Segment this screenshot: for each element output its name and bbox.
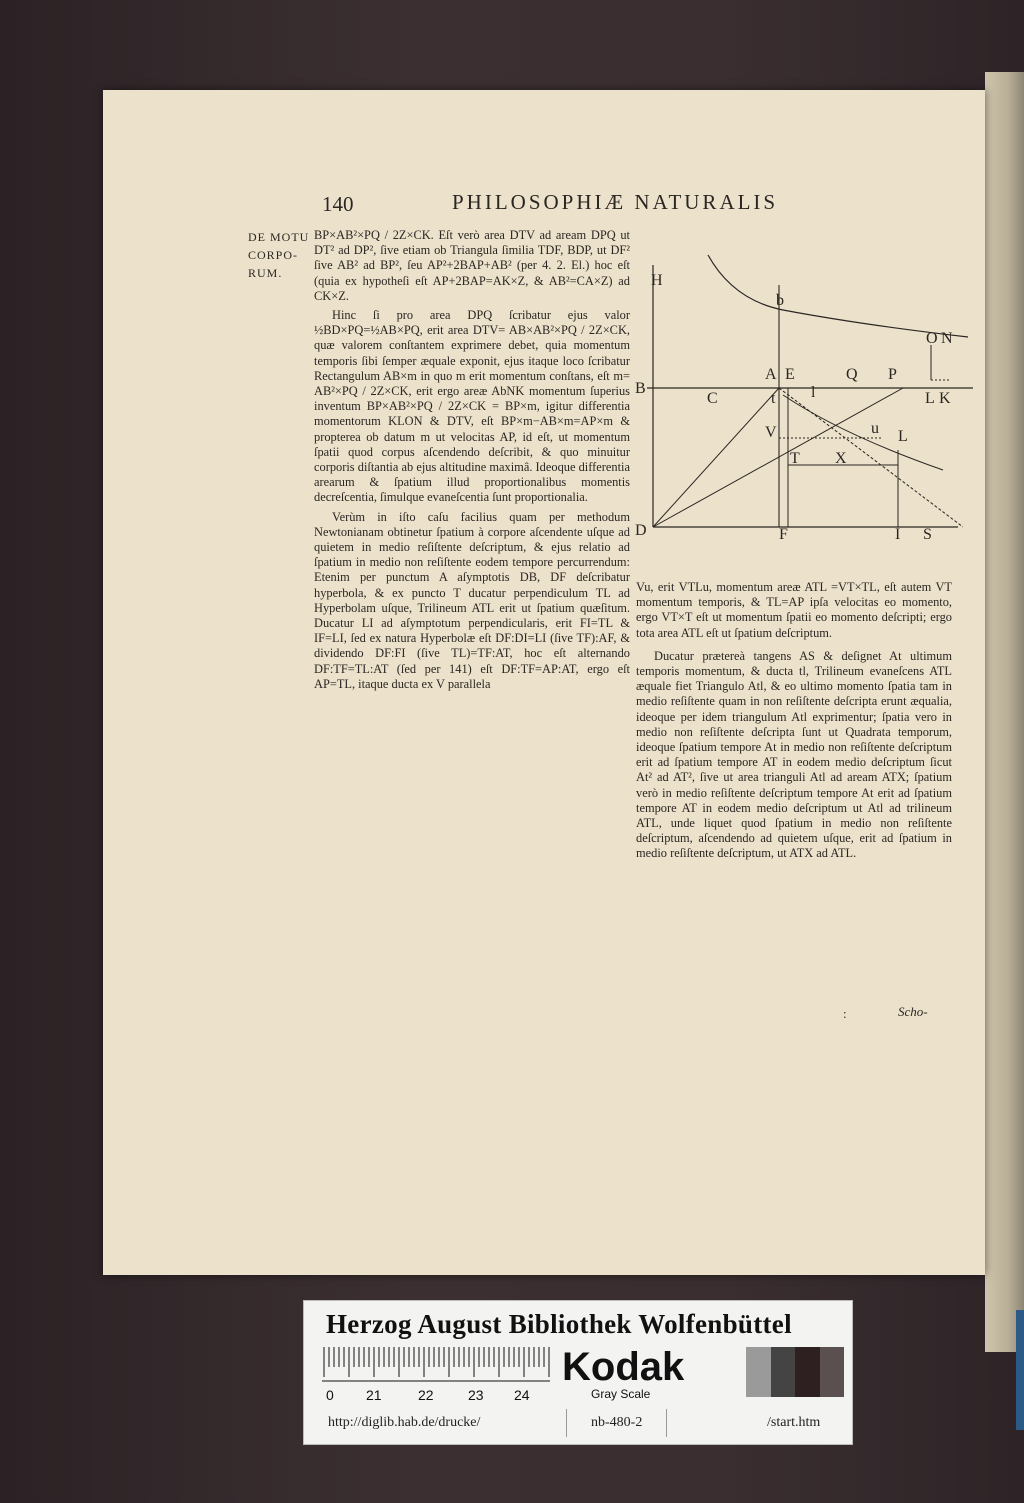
ruler-number: 0 xyxy=(326,1387,334,1403)
divider xyxy=(666,1409,667,1437)
scan-label-card xyxy=(303,1300,853,1445)
margin-note: DE MOTU CORPO- RUM. xyxy=(248,230,310,280)
fig-label: F xyxy=(779,526,788,543)
left-column xyxy=(314,228,630,692)
ruler-number: 21 xyxy=(366,1387,382,1403)
fig-label: K xyxy=(939,390,951,407)
right-column xyxy=(636,580,952,862)
ruler-number: 22 xyxy=(418,1387,434,1403)
fig-label: V xyxy=(765,424,777,441)
running-title: PHILOSOPHIÆ NATURALIS xyxy=(452,190,779,214)
fig-label: E xyxy=(785,366,795,383)
gray-scale-label: Gray Scale xyxy=(591,1387,651,1401)
fig-label: S xyxy=(923,526,932,543)
fig-label: P xyxy=(888,366,897,383)
fig-label: C xyxy=(707,390,718,407)
fig-label: l xyxy=(811,384,816,401)
gray-patch xyxy=(820,1347,845,1397)
gray-patch xyxy=(746,1347,771,1397)
paragraph: Vu, erit VTLu, momentum areæ ATL =VT×TL, eſt autem VT momentum temporis, & TL=AP ipſa velocitas eo momento, ergo VT×T eſt ut momentum ſpatii eo momento deſcripti; ergo tota area ATL eſt ut ſpatium deſcriptum. xyxy=(636,580,952,640)
fig-label: I xyxy=(895,526,901,543)
fig-label: B xyxy=(635,380,646,397)
url-base: http://diglib.hab.de/drucke/ xyxy=(328,1415,481,1430)
gray-scale-patches xyxy=(746,1347,844,1397)
fig-label: X xyxy=(835,450,847,467)
url-end: /start.htm xyxy=(767,1415,821,1430)
ruler-number: 24 xyxy=(514,1387,530,1403)
fig-label: A xyxy=(765,366,777,383)
library-name: Herzog August Bibliothek Wolfenbüttel xyxy=(326,1309,792,1339)
fig-label: T xyxy=(790,450,800,467)
fig-label: N xyxy=(941,330,953,347)
margin-mark: : xyxy=(843,1006,847,1021)
gray-patch xyxy=(795,1347,820,1397)
fig-label: u xyxy=(871,420,879,437)
geometric-figure xyxy=(633,245,978,545)
kodak-logo: Kodak xyxy=(562,1345,685,1389)
divider xyxy=(566,1409,567,1437)
url-id: nb-480-2 xyxy=(591,1415,643,1430)
color-target-edge xyxy=(1016,1310,1024,1430)
paragraph: BP×AB²×PQ / 2Z×CK. Eſt verò area DTV ad aream DPQ ut DT² ad DP², ſive etiam ob Triangula ſimilia TDF, BDP, ut DF² ſive AB² ad BP², ſeu AP²+2BAP+AB² (per 4. 2. El.) hoc eſt (quia ex hypotheſi eſt AP+2BAP=AK×Z, & AB²=CA×Z) ad CK×Z. xyxy=(314,228,630,303)
fig-label: Q xyxy=(846,366,858,383)
scale-ruler xyxy=(322,1347,550,1383)
fig-label: L xyxy=(925,390,935,407)
adjacent-page-edge xyxy=(985,72,1024,1352)
fig-label: t xyxy=(771,390,776,407)
ruler-number: 23 xyxy=(468,1387,484,1403)
paragraph: Verùm in iſto caſu facilius quam per methodum Newtonianam obtinetur ſpatium à corpore aſcendente uſque ad quietem in medio reſiſtente deſcriptum, & ejus relatio ad ſpatium in medio non reſiſtente eodem tempore percurrendum: Etenim per punctum A aſymptotis DB, DF deſcribatur hyperbola, & ex puncto T ducatur perpendiculum TL ad Hyperbolam uſque, Trilineum ATL erit ut ſpatium quæſitum. Ducatur LI ad aſymptotum perpendicularis, erit FI=TL & IF=LI, ſed ex natura Hyperbolæ eſt DF:DI=LI (ſive TF):AF, & dividendo DF:FI (ſive TL)=TF:AT, hoc eſt alternando DF:TF=TL:AT (ſed per 141) eſt DF:TF=AP:AT, ergo eſt AP=TL, itaque ducta ex V parallela xyxy=(314,509,630,691)
catchword: Scho- xyxy=(898,1004,928,1019)
fig-label: L xyxy=(898,428,908,445)
paragraph: Ducatur prætereà tangens AS & deſignet At ultimum temporis momentum, & ducta tl, Trilineum evaneſcens ATL æquale fiet Triangulo Atl, & eo ultimo momento ſpatia tam in medio reſiſtente quam in non reſiſtente deſcripta erunt æqualia, ideoque per idem triangulum Atl exprimentur; ſpatia vero in medio non reſiſtente deſcripta ſunt ut Quadrata temporum, ideoque ſpatium tempore At in medio non reſiſtente deſcriptum erit ad ſpatium tempore AT in eodem medio deſcriptum ſicut At² ad AT², ſive ut area trianguli Atl ad aream ATX; ſpatium verò in medio reſiſtente deſcriptum tempore At erit ad ſpatium tempore AT in eodem medio deſcriptum ut Atl ad trilineum ATL, unde liquet quod ſpatium in medio non reſiſtente deſcriptum, aſcendendo ad quietem uſque, erit ad ſpatium in medio reſiſtente deſcriptum, ut ATX ad ATL. xyxy=(636,648,952,861)
fig-label: O xyxy=(926,330,938,347)
gray-patch xyxy=(771,1347,796,1397)
page-number: 140 xyxy=(322,192,354,216)
fig-label: H xyxy=(651,272,663,289)
paragraph: Hinc ſi pro area DPQ ſcribatur ejus valor ½BD×PQ=½AB×PQ, erit area DTV= AB×AB²×PQ / 2Z×CK, quæ valorem conſtantem exprimere debet, quia momentum temporis ſibi ſemper æquale exponit, ejus itaque loco ſcribatur Rectangulum AB×m in quo m erit momentum conſtans, eſt m= AB²×PQ / 2Z×CK, erit ergo areæ AbNK momentum ſuperius inventum BP×AB²×PQ / 2Z×CK = BP×m, igitur differentia momentorum KLON & DTV, eſt BP×m−AB×m=AP×m & propterea ob datum m ut velocitas AP, id eſt, ut momentum ſpatii quod corpus aſcendendo deſcribit, & quo minuitur corporis diſtantia ab ejus altitudine maximâ. Ideoque differentia arearum & ſpatium illud proportionalibus momentis decreſcentia, ſimulque evaneſcentia ſunt proportionalia. xyxy=(314,308,630,505)
fig-label: b xyxy=(776,292,784,309)
fig-label: D xyxy=(635,522,647,539)
